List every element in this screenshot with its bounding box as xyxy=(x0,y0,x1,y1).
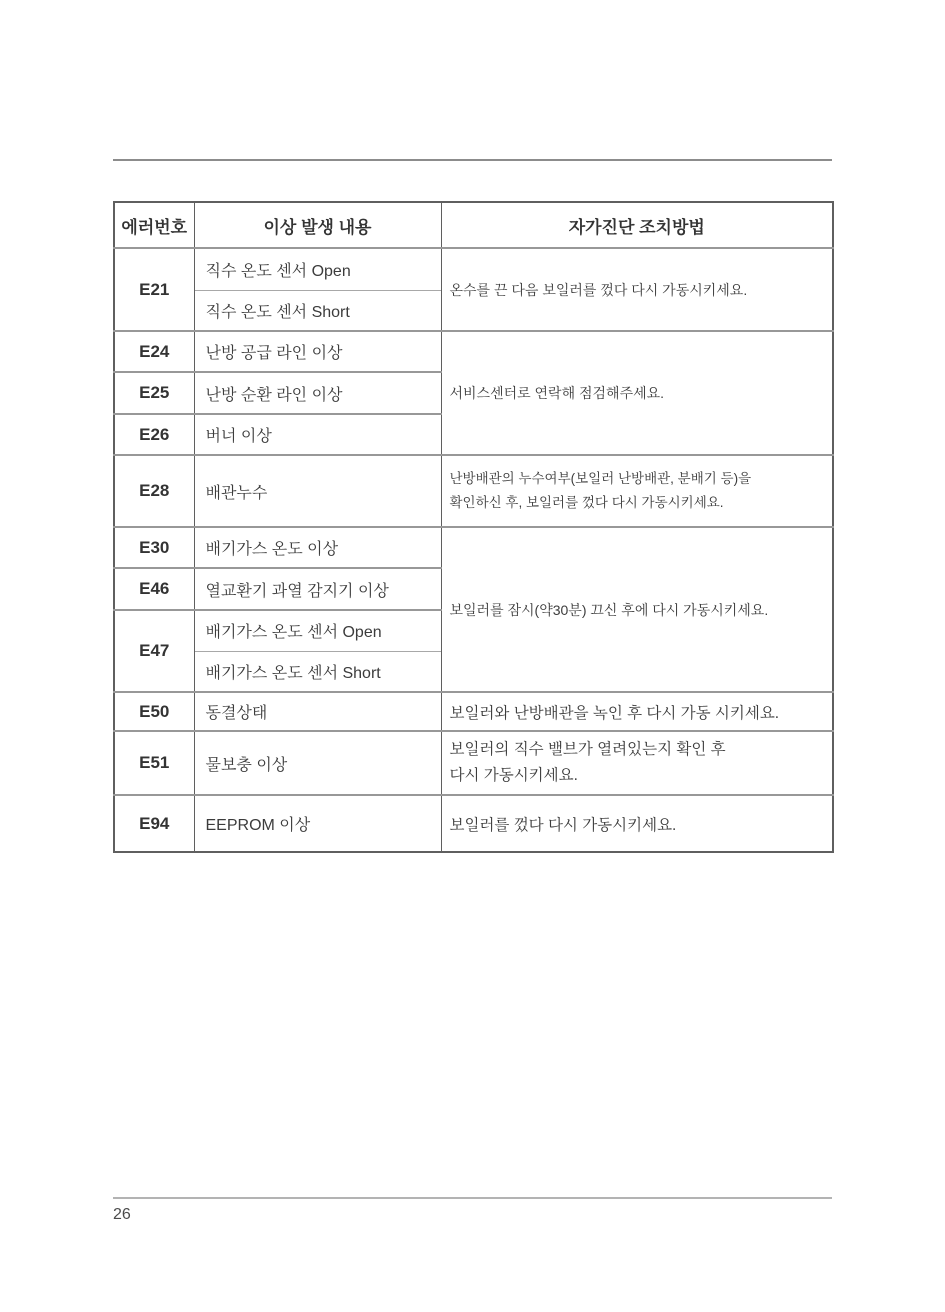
action-line: 보일러의 직수 밸브가 열려있는지 확인 후 xyxy=(449,741,726,758)
error-code-cell: E28 xyxy=(114,455,194,527)
footer-rule xyxy=(113,1197,832,1199)
action-line: 난방배관의 누수여부(보일러 난방배관, 분배기 등)을 xyxy=(449,471,752,486)
error-cause-cell: 직수 온도 센서 Short xyxy=(194,290,441,331)
error-cause-cell: 배기가스 온도 이상 xyxy=(194,527,441,568)
page-number: 26 xyxy=(113,1206,131,1223)
error-code-cell: E25 xyxy=(114,372,194,414)
error-cause-cell: 난방 순환 라인 이상 xyxy=(194,372,441,414)
action-cell: 보일러를 껐다 다시 가동시키세요. xyxy=(441,795,833,852)
action-line: 확인하신 후, 보일러를 껐다 다시 가동시키세요. xyxy=(449,495,724,510)
error-cause-cell: 열교환기 과열 감지기 이상 xyxy=(194,568,441,610)
header-cause: 이상 발생 내용 xyxy=(194,202,441,248)
header-action: 자가진단 조치방법 xyxy=(441,202,833,248)
table-row xyxy=(114,692,833,731)
table-row xyxy=(114,331,833,372)
table-row xyxy=(114,795,833,852)
error-code-cell: E30 xyxy=(114,527,194,568)
header-rule xyxy=(113,159,832,161)
action-cell: 보일러를 잠시(약30분) 끄신 후에 다시 가동시키세요. xyxy=(441,527,833,692)
action-line: 다시 가동시키세요. xyxy=(449,767,578,784)
error-cause-cell: 동결상태 xyxy=(194,692,441,731)
error-cause-cell: 배관누수 xyxy=(194,455,441,527)
error-code-cell: E46 xyxy=(114,568,194,610)
table-row xyxy=(114,248,833,290)
action-cell xyxy=(441,455,833,527)
error-code-cell: E21 xyxy=(114,248,194,331)
table-row xyxy=(114,731,833,795)
error-code-cell: E24 xyxy=(114,331,194,372)
error-code-table xyxy=(113,201,834,853)
error-cause-cell: 버너 이상 xyxy=(194,414,441,455)
error-code-cell: E47 xyxy=(114,610,194,692)
error-code-cell: E94 xyxy=(114,795,194,852)
error-code-cell: E50 xyxy=(114,692,194,731)
action-cell: 보일러와 난방배관을 녹인 후 다시 가동 시키세요. xyxy=(441,692,833,731)
action-cell: 서비스센터로 연락해 점검해주세요. xyxy=(441,331,833,455)
action-cell: 온수를 끈 다음 보일러를 껐다 다시 가동시키세요. xyxy=(441,248,833,331)
table-row xyxy=(114,455,833,527)
error-cause-cell: 난방 공급 라인 이상 xyxy=(194,331,441,372)
error-cause-cell: EEPROM 이상 xyxy=(194,795,441,852)
error-cause-cell: 배기가스 온도 센서 Open xyxy=(194,610,441,651)
action-cell xyxy=(441,731,833,795)
header-error-number: 에러번호 xyxy=(121,217,188,237)
error-cause-cell: 배기가스 온도 센서 Short xyxy=(194,651,441,692)
error-cause-cell: 물보충 이상 xyxy=(194,731,441,795)
table-row xyxy=(114,527,833,568)
error-code-cell: E26 xyxy=(114,414,194,455)
table-header-row xyxy=(114,202,833,248)
error-cause-cell: 직수 온도 센서 Open xyxy=(194,248,441,290)
error-code-cell: E51 xyxy=(114,731,194,795)
